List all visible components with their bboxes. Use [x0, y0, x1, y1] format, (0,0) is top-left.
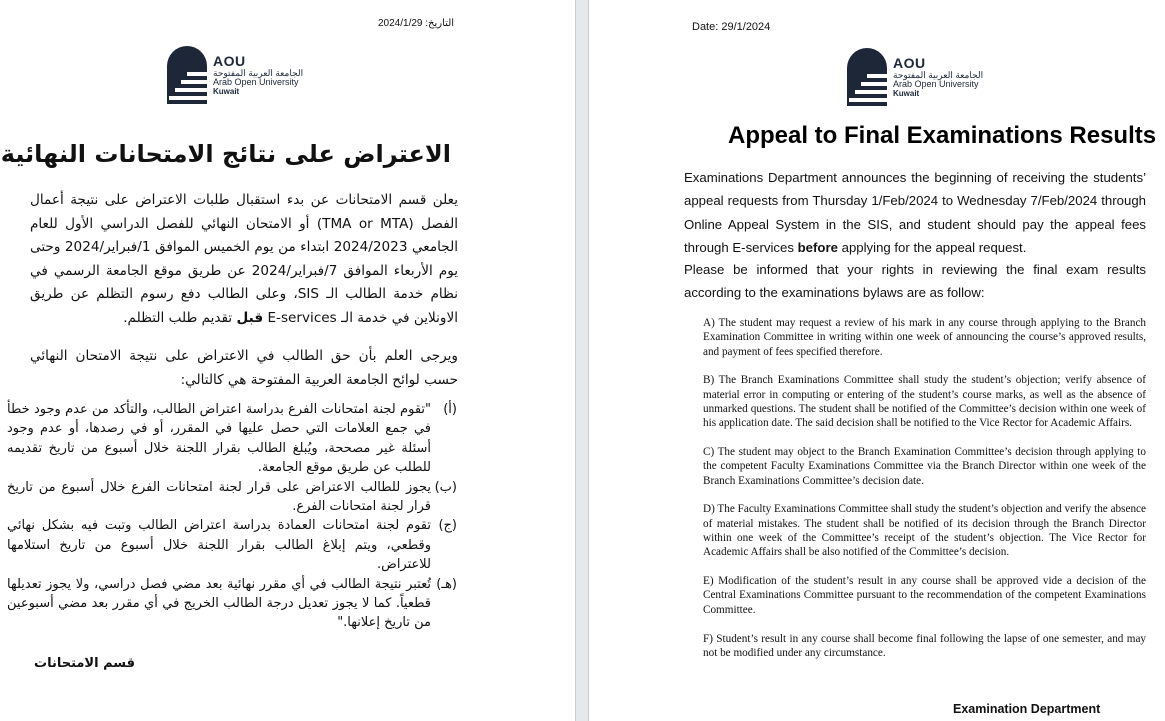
rights-paragraph: Please be informed that your rights in reviewing the final exam results according to the examinations bylaws are as follow:	[684, 262, 1146, 301]
list-item: E) Modification of the student’s result in any course shall be approved vide a decision of the Central Examinations Committee pursuant to the recommendation of the competent Examinations Committee.	[703, 575, 1146, 616]
list-item: (ب) يجوز للطالب الاعتراض على قرار لجنة امتحانات الفرع خلال أسبوع من تاريخ قرار لجنة امتحانات الفرع.	[7, 479, 457, 515]
announcement-paragraph: Examinations Department announces the beginning of receiving the students’ appeal requests from Thursday 1/Feb/2024 to Wednesday 7/Feb/2024 through Online Appeal System in the SIS, and student should pay the appeal fees through E-services before applying for the appeal request.	[684, 170, 1146, 255]
arabic-page	[0, 0, 575, 721]
list-item: C) The student may object to the Branch Examination Committee’s decision through applying to the competent Faculty Examinations Committee via the Branch Director within one week of the Branch Examinations Committee’s decision date.	[703, 446, 1146, 487]
logo-abbr: AOU	[893, 55, 926, 72]
list-item: (هـ) تُعتبر نتيجة الطالب في أي مقرر نهائية بعد مضي فصل دراسي، ولا يجوز تعديلها قطعياً. كما لا يجوز تعديل درجة الطالب الخريج في أي مقرر بعد مضي أسبوعين من تاريخ إعلانها."	[7, 576, 457, 631]
list-item: (أ) "تقوم لجنة امتحانات الفرع بدراسة اعتراض الطالب، والتأكد من عدم وجود خطأ في جمع العلامات التي حصل عليها في المقرر، أو في رصدها، أو عدم وجود أسئلة غير مصححة، ويُبلغ الطالب بقرار اللجنة خلال أسبوع من تاريخ تقديمه للطلب عن طريق موقع الجامعة.	[7, 402, 457, 476]
logo-abbr: AOU	[213, 53, 246, 70]
date-label: Date: 29/1/2024	[692, 21, 771, 33]
aou-logo-icon	[847, 48, 887, 106]
page-title: Appeal to Final Examinations Results	[728, 122, 1157, 149]
english-page	[589, 0, 1165, 721]
signature: Examination Department	[953, 702, 1101, 716]
list-item: (ج) تقوم لجنة امتحانات العمادة بدراسة اعتراض الطالب وتبت فيه بشكل نهائي وقطعي، ويتم إبلاغ الطالب بقرار اللجنة خلال أسبوع من تاريخ استلامها للاعتراض.	[7, 518, 457, 573]
list-item: B) The Branch Examinations Committee shall study the student’s objection; verify absence of material error in computing or entering of the student’s course marks, as well as the absence of unmarked questions. The student shall be notified of the Committee’s decision within one week of his application date. The said decision shall be notified to the Vice Rector for Academic Affairs.	[703, 374, 1146, 430]
university-logo	[167, 46, 303, 104]
university-logo	[847, 48, 983, 106]
signature: قسم الامتحانات	[34, 656, 136, 671]
announcement-paragraph: يعلن قسم الامتحانات عن بدء استقبال طلبات الاعتراض على نتيجة أعمال الفصل (TMA or MTA) أو الامتحان النهائي للفصل الدراسي الأول للعام الجامعي 2024/2023 ابتداء من يوم الخميس الموافق 1/فبراير/2024 وحتى يوم الأربعاء الموافق 7/فبراير/2024 عن طريق موقع الجامعة الرسمي في نظام خدمة الطالب الـ SIS، وعلى الطالب دفع رسوم التظلم عن طريق الاونلاين في خدمة الـ E-services قبل تقديم طلب التظلم.	[30, 192, 458, 326]
logo-name-ar: الجامعة العربية المفتوحة	[893, 69, 984, 80]
logo-name-ar: الجامعة العربية المفتوحة	[213, 67, 304, 78]
page-divider	[575, 0, 589, 721]
logo-name-en: Arab Open University	[213, 77, 299, 88]
date-label: التاريخ: 2024/1/29	[378, 18, 455, 29]
page-title: الاعتراض على نتائج الامتحانات النهائية	[0, 140, 451, 168]
list-item: A) The student may request a review of his mark in any course through applying to the Branch Examination Committee in writing within one week of announcing the course’s approved results, and payment of fees specified therefore.	[703, 317, 1146, 358]
logo-branch: Kuwait	[893, 88, 920, 98]
bylaws-list	[7, 400, 457, 633]
list-item: F) Student’s result in any course shall become final following the lapse of one semester, and may not be modified under any circumstance.	[703, 632, 1146, 659]
list-item: D) The Faculty Examinations Committee shall study the student’s objection and verify the absence of material mistakes. The student shall be notified of its decision through the Branch Director within one week of the Committee’s receipt of the student’s objection. The Vice Rector for Academic Affairs shall be also notified of the Committee’s decision.	[703, 503, 1146, 559]
logo-name-en: Arab Open University	[893, 79, 979, 90]
logo-branch: Kuwait	[213, 86, 240, 96]
bylaws-list	[703, 316, 1146, 675]
rights-paragraph: ويرجى العلم بأن حق الطالب في الاعتراض على نتيجة الامتحان النهائي حسب لوائح الجامعة العربية المفتوحة هي كالتالي:	[30, 348, 458, 388]
aou-logo-icon	[167, 46, 207, 104]
